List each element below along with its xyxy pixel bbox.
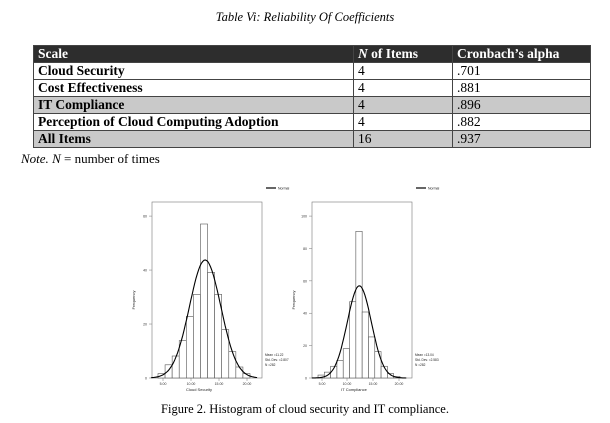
histogram-bar bbox=[229, 352, 236, 378]
scale-cell: Perception of Cloud Computing Adoption bbox=[34, 114, 354, 131]
x-tick-label: 10.00 bbox=[186, 382, 196, 386]
histogram-bar bbox=[343, 349, 349, 378]
header-scale: Scale bbox=[34, 46, 354, 63]
x-tick-label: 5.00 bbox=[159, 382, 167, 386]
header-cronbach-alpha: Cronbach’s alpha bbox=[453, 46, 591, 63]
y-tick-label: 0 bbox=[305, 376, 307, 381]
stats-line: Std. Dev. =2.807 bbox=[265, 358, 289, 362]
table-row bbox=[34, 63, 591, 80]
histogram-bar bbox=[368, 337, 374, 378]
x-axis-label: IT Compliance bbox=[341, 387, 367, 392]
header-n-items-label: of Items bbox=[371, 46, 418, 61]
stats-line: Mean =11.22 bbox=[265, 353, 284, 357]
histogram-1 bbox=[131, 187, 290, 393]
histogram-2 bbox=[291, 187, 440, 393]
stats-line: N =282 bbox=[415, 363, 426, 367]
header-n-items bbox=[354, 46, 453, 63]
stats-line: Mean =13.04 bbox=[415, 353, 434, 357]
y-tick-label: 40 bbox=[143, 268, 147, 273]
reliability-table bbox=[33, 45, 591, 148]
note-n-symbol: N bbox=[52, 151, 61, 166]
y-tick-label: 60 bbox=[143, 214, 147, 219]
items-cell: 4 bbox=[354, 80, 453, 97]
table-row bbox=[34, 97, 591, 114]
table-row bbox=[34, 114, 591, 131]
histogram-bar bbox=[236, 367, 243, 378]
histogram-bar bbox=[186, 316, 193, 378]
y-tick-label: 0 bbox=[145, 376, 147, 381]
alpha-cell: .896 bbox=[453, 97, 591, 114]
histogram-bar bbox=[362, 312, 368, 378]
items-cell: 16 bbox=[354, 131, 453, 148]
y-tick-label: 80 bbox=[303, 246, 307, 251]
table-note bbox=[21, 151, 160, 167]
note-text: = number of times bbox=[60, 151, 160, 166]
scale-cell: Cost Effectiveness bbox=[34, 80, 354, 97]
alpha-cell: .937 bbox=[453, 131, 591, 148]
histogram-bar bbox=[208, 272, 215, 378]
y-axis-label: Frequency bbox=[291, 290, 296, 310]
scale-cell: IT Compliance bbox=[34, 97, 354, 114]
histogram-bar bbox=[179, 341, 186, 378]
histogram-bar bbox=[356, 231, 362, 378]
histogram-bar bbox=[172, 356, 179, 378]
y-tick-label: 20 bbox=[303, 344, 307, 349]
x-tick-label: 20.00 bbox=[242, 382, 252, 386]
table-header-row bbox=[34, 46, 591, 63]
legend-label: Normal bbox=[278, 186, 290, 191]
y-axis-label: Frequency bbox=[131, 290, 136, 310]
items-cell: 4 bbox=[354, 97, 453, 114]
x-tick-label: 10.00 bbox=[342, 382, 352, 386]
y-tick-label: 60 bbox=[303, 279, 307, 284]
figure-caption: Figure 2. Histogram of cloud security and IT compliance. bbox=[161, 402, 449, 416]
legend-label: Normal bbox=[428, 186, 440, 191]
scale-cell: All Items bbox=[34, 131, 354, 148]
table-row bbox=[34, 131, 591, 148]
alpha-cell: .701 bbox=[453, 63, 591, 80]
histogram-bar bbox=[350, 302, 356, 378]
histogram-bar bbox=[200, 224, 207, 378]
histogram-figure bbox=[0, 180, 610, 400]
stats-line: N =282 bbox=[265, 363, 276, 367]
x-tick-label: 20.00 bbox=[394, 382, 404, 386]
scale-cell: Cloud Security bbox=[34, 63, 354, 80]
table-caption: Table Vi: Reliability Of Coefficients bbox=[215, 10, 395, 24]
x-tick-label: 15.00 bbox=[214, 382, 224, 386]
histogram-bar bbox=[193, 294, 200, 378]
items-cell: 4 bbox=[354, 63, 453, 80]
stats-line: Std. Dev. =2.583 bbox=[415, 358, 439, 362]
alpha-cell: .882 bbox=[453, 114, 591, 131]
note-label: Note. bbox=[21, 151, 49, 166]
y-tick-label: 20 bbox=[143, 322, 147, 327]
x-tick-label: 15.00 bbox=[368, 382, 378, 386]
x-tick-label: 5.00 bbox=[318, 382, 326, 386]
y-tick-label: 40 bbox=[303, 311, 307, 316]
y-tick-label: 100 bbox=[301, 214, 307, 219]
items-cell: 4 bbox=[354, 114, 453, 131]
histogram-bar bbox=[337, 360, 343, 378]
alpha-cell: .881 bbox=[453, 80, 591, 97]
x-axis-label: Cloud Security bbox=[185, 387, 213, 392]
table-body bbox=[34, 63, 591, 148]
header-n-symbol: N bbox=[358, 46, 368, 61]
table-row bbox=[34, 80, 591, 97]
